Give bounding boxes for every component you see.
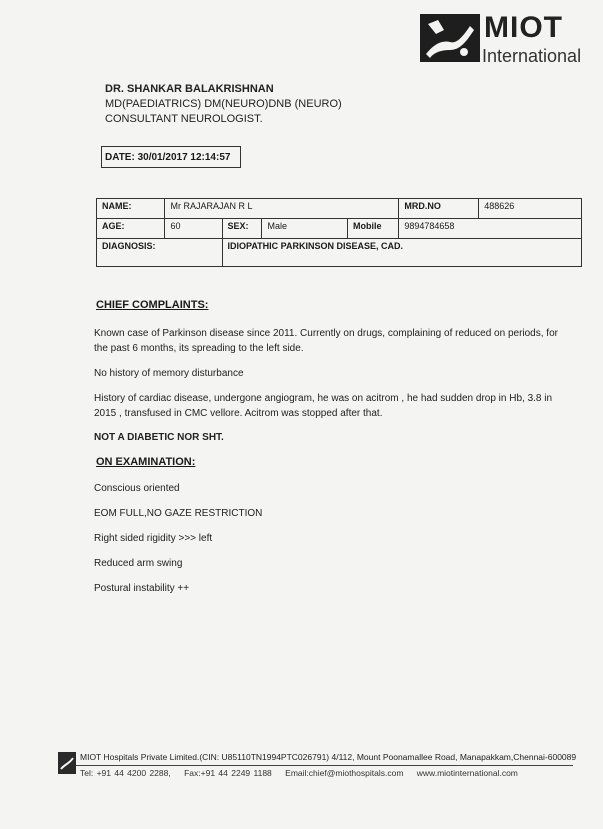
- exam-item: Right sided rigidity >>> left: [94, 533, 213, 544]
- patient-mobile: 9894784658: [399, 219, 582, 239]
- footer-address: MIOT Hospitals Private Limited.(CIN: U85110TN1994PTC026791) 4/112, Mount Poonamallee Road, Manapakkam,Chennai-600089: [80, 752, 577, 762]
- miot-logo: [420, 12, 595, 68]
- logo-brand: MIOT: [484, 11, 563, 44]
- patient-sex: Male: [262, 219, 348, 239]
- footer-tel: Tel: +91 44 4200 2288,: [80, 768, 171, 778]
- date-box: DATE: 30/01/2017 12:14:57: [101, 146, 241, 168]
- examination-heading: ON EXAMINATION:: [96, 456, 196, 468]
- name-label: NAME:: [97, 199, 165, 219]
- mobile-label: Mobile: [348, 219, 399, 239]
- hands-logo-icon: [420, 14, 480, 62]
- patient-info-table: [96, 198, 582, 267]
- sex-label: SEX:: [222, 219, 262, 239]
- chief-complaints-heading: CHIEF COMPLAINTS:: [96, 299, 209, 311]
- exam-item: Conscious oriented: [94, 483, 180, 494]
- footer-contacts: [80, 768, 528, 778]
- doctor-qualifications: MD(PAEDIATRICS) DM(NEURO)DNB (NEURO): [105, 98, 342, 110]
- complaint-paragraph-2: No history of memory disturbance: [94, 368, 244, 379]
- doctor-title: CONSULTANT NEUROLOGIST.: [105, 113, 263, 125]
- diagnosis-label: DIAGNOSIS:: [97, 239, 223, 267]
- patient-name: Mr RAJARAJAN R L: [165, 199, 399, 219]
- mrd-label: MRD.NO: [399, 199, 479, 219]
- doctor-name: DR. SHANKAR BALAKRISHNAN: [105, 83, 274, 95]
- complaint-paragraph-4: NOT A DIABETIC NOR SHT.: [94, 432, 224, 443]
- doctor-header: [105, 82, 342, 127]
- complaint-paragraph-1: Known case of Parkinson disease since 2011. Currently on drugs, complaining of reduced on periods, for the past 6 months, its spreading to the left side.: [94, 328, 558, 354]
- age-label: AGE:: [97, 219, 165, 239]
- exam-item: Reduced arm swing: [94, 558, 183, 569]
- exam-item: EOM FULL,NO GAZE RESTRICTION: [94, 508, 263, 519]
- footer-divider: [76, 765, 573, 766]
- exam-item: Postural instability ++: [94, 583, 190, 594]
- footer-email: Email:chief@miothospitals.com: [285, 768, 404, 778]
- patient-age: 60: [165, 219, 222, 239]
- logo-subtitle: International: [482, 46, 582, 66]
- diagnosis-value: IDIOPATHIC PARKINSON DISEASE, CAD.: [222, 239, 581, 267]
- footer-logo-icon: [58, 752, 76, 774]
- footer-web: www.miotinternational.com: [416, 768, 518, 778]
- mrd-number: 488626: [479, 199, 582, 219]
- complaint-paragraph-3: History of cardiac disease, undergone angiogram, he was on acitrom , he had sudden drop in Hb, 3.8 in 2015 , transfused in CMC vellore. Acitrom was stopped after that.: [94, 393, 553, 419]
- footer-fax: Fax:+91 44 2249 1188: [184, 768, 272, 778]
